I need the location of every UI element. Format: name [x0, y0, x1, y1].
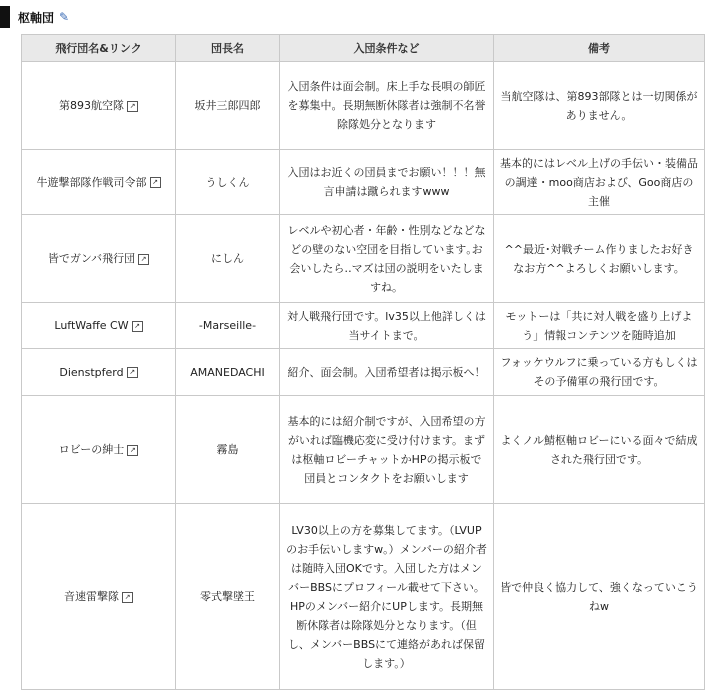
squadron-link-cell[interactable]: [22, 150, 176, 215]
notes-cell: フォッケウルフに乗っている方もしくはその予備軍の飛行団です。: [494, 349, 705, 396]
notes-cell: ^^最近･対戦チーム作りましたお好きなお方^^よろしくお願いします。: [494, 215, 705, 303]
squadron-link[interactable]: 第893航空隊: [59, 99, 124, 112]
conditions-cell: レベルや初心者・年齢・性別などなどなどの壁のない空団を目指しています｡お会いしたら‥マズは団の説明をいたしますね。: [280, 215, 494, 303]
squadron-link[interactable]: 音速雷撃隊: [64, 590, 119, 603]
header-leader: 団長名: [176, 35, 280, 62]
squadron-link-cell[interactable]: [22, 215, 176, 303]
squadron-link[interactable]: Dienstpferd: [59, 365, 124, 379]
section-heading: [0, 6, 69, 28]
external-link-icon[interactable]: [132, 321, 143, 332]
leader-cell: にしん: [176, 215, 280, 303]
notes-cell: 基本的にはレベル上げの手伝い・装備品の調達・moo商店および、Goo商店の主催: [494, 150, 705, 215]
table-row: [22, 150, 705, 215]
conditions-cell: LV30以上の方を募集してます。（LVUPのお手伝いしますw。）メンバーの紹介者は随時入団OKです。入団した方はメンバーBBSにプロフィール載せて下さい。HPのメンバー紹介にUPします。長期無断休隊者は除隊処分となります。（但し、メンバーBBSにて連絡があれば保留します。）: [280, 504, 494, 690]
table-row: [22, 215, 705, 303]
conditions-cell: 紹介、面会制。入団希望者は掲示板へ！: [280, 349, 494, 396]
external-link-icon[interactable]: [127, 445, 138, 456]
leader-cell: 零式撃墜王: [176, 504, 280, 690]
header-row: [22, 35, 705, 62]
header-notes: 備考: [494, 35, 705, 62]
conditions-cell: 入団条件は面会制。床上手な長唄の師匠を募集中。長期無断休隊者は強制不名誉除隊処分となります: [280, 62, 494, 150]
table-row: [22, 396, 705, 504]
squadron-table: [21, 34, 705, 690]
squadron-link[interactable]: ロビーの紳士: [58, 443, 125, 456]
notes-cell: よくノル鯖枢軸ロビーにいる面々で結成された飛行団です。: [494, 396, 705, 504]
notes-cell: 皆で仲良く協力して、強くなっていこうねw: [494, 504, 705, 690]
squadron-link-cell[interactable]: [22, 349, 176, 396]
squadron-link[interactable]: 皆でガンバ飛行団: [47, 252, 136, 265]
leader-cell: 坂井三郎四郎: [176, 62, 280, 150]
notes-cell: モットーは「共に対人戦を盛り上げよう」情報コンテンツを随時追加: [494, 303, 705, 349]
notes-cell: 当航空隊は、第893部隊とは一切関係がありません。: [494, 62, 705, 150]
squadron-link-cell[interactable]: [22, 62, 176, 150]
external-link-icon[interactable]: [127, 101, 138, 112]
table-row: [22, 349, 705, 396]
header-name: 飛行団名&リンク: [22, 35, 176, 62]
section-title: 枢軸団: [18, 10, 55, 25]
table-row: [22, 62, 705, 150]
squadron-link-cell[interactable]: [22, 303, 176, 349]
squadron-link[interactable]: 牛遊撃部隊作戦司令部: [36, 175, 147, 189]
conditions-cell: 基本的には紹介制ですが、入団希望の方がいれば臨機応変に受け付けます。まずは枢軸ロビーチャットかHPの掲示板で団員とコンタクトをお願いします: [280, 396, 494, 504]
external-link-icon[interactable]: [127, 367, 138, 378]
external-link-icon[interactable]: [122, 592, 133, 603]
conditions-cell: 入団はお近くの団員までお願い！！！無言申請は蹴られますwww: [280, 150, 494, 215]
conditions-cell: 対人戦飛行団です。lv35以上他詳しくは当サイトまで。: [280, 303, 494, 349]
leader-cell: 霧島: [176, 396, 280, 504]
leader-cell: -Marseille-: [176, 303, 280, 349]
header-conditions: 入団条件など: [280, 35, 494, 62]
pencil-icon[interactable]: ✎: [59, 10, 70, 24]
external-link-icon[interactable]: [150, 177, 161, 188]
external-link-icon[interactable]: [138, 254, 149, 265]
squadron-link-cell[interactable]: [22, 504, 176, 690]
squadron-link-cell[interactable]: [22, 396, 176, 504]
squadron-link[interactable]: LuftWaffe CW: [54, 319, 129, 332]
table-row: [22, 303, 705, 349]
leader-cell: うしくん: [176, 150, 280, 215]
table-row: [22, 504, 705, 690]
leader-cell: AMANEDACHI: [176, 349, 280, 396]
heading-bar: [0, 6, 10, 28]
